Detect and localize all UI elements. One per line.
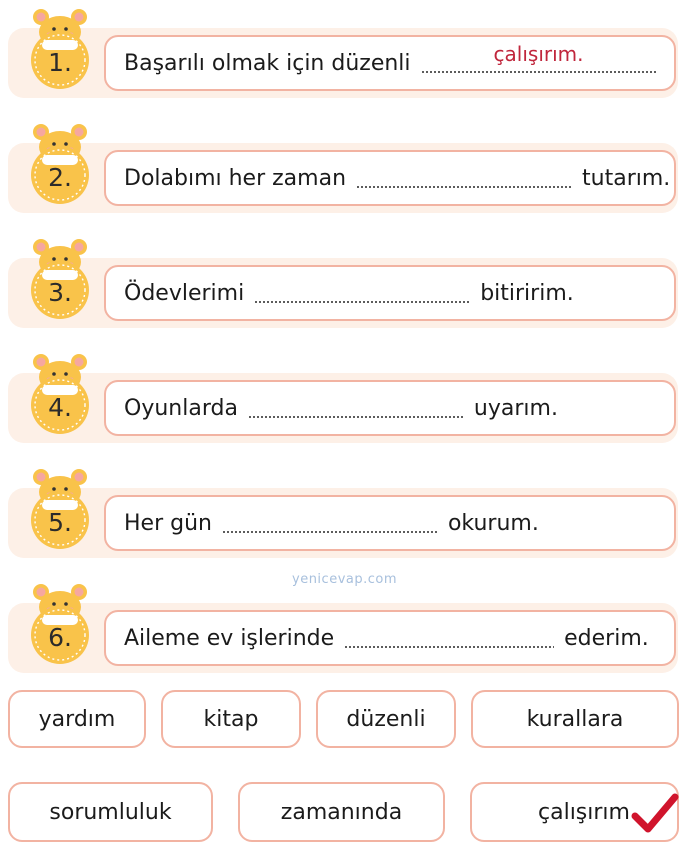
word-chip[interactable]: yardım xyxy=(8,690,146,748)
blank-field[interactable] xyxy=(254,278,470,308)
sentence-text-after: bitiririm. xyxy=(480,280,574,306)
sentence-text-before: Başarılı olmak için düzenli xyxy=(124,50,411,76)
blank-field[interactable] xyxy=(248,393,464,423)
blank-field[interactable] xyxy=(222,508,438,538)
word-chip[interactable]: sorumluluk xyxy=(8,782,213,842)
sentence-row-4 xyxy=(8,373,678,443)
sentence-row-5 xyxy=(8,488,678,558)
word-chip-used[interactable] xyxy=(470,782,679,842)
word-chip[interactable]: kitap xyxy=(161,690,301,748)
mouse-badge-icon xyxy=(28,8,92,90)
sentence-text-before: Dolabımı her zaman xyxy=(124,165,347,191)
mouse-badge-icon xyxy=(28,353,92,435)
sentence-box xyxy=(104,150,676,206)
sentence-text-before: Her gün xyxy=(124,510,212,536)
sentence-row-6 xyxy=(8,603,678,673)
sentence-box xyxy=(104,495,676,551)
sentence-row-3 xyxy=(8,258,678,328)
item-number: 3. xyxy=(48,278,72,307)
mouse-badge-icon xyxy=(28,583,92,665)
sentence-box xyxy=(104,380,676,436)
word-chip[interactable]: düzenli xyxy=(316,690,456,748)
sentence-text-after: ederim. xyxy=(564,625,649,651)
sentence-text-before: Aileme ev işlerinde xyxy=(124,625,335,651)
sentence-text-after: okurum. xyxy=(447,510,539,536)
sentence-text-after: tutarım. xyxy=(582,165,671,191)
sentence-box xyxy=(104,265,676,321)
word-chip-label: çalışırım xyxy=(538,799,630,825)
blank-field[interactable] xyxy=(421,42,657,78)
sentence-text-before: Ödevlerimi xyxy=(124,280,245,306)
item-number: 6. xyxy=(48,623,72,652)
sentence-text-before: Oyunlarda xyxy=(124,395,238,421)
word-chip[interactable]: zamanında xyxy=(238,782,445,842)
mouse-badge-icon xyxy=(28,468,92,550)
sentence-row-1 xyxy=(8,28,678,98)
sentence-box xyxy=(104,610,676,666)
mouse-badge-icon xyxy=(28,123,92,205)
item-number: 5. xyxy=(48,508,72,537)
item-number: 4. xyxy=(48,393,72,422)
sentence-text-after: uyarım. xyxy=(473,395,558,421)
sentence-row-2 xyxy=(8,143,678,213)
blank-field[interactable] xyxy=(356,163,572,193)
item-number: 1. xyxy=(48,48,72,77)
watermark: yenicevap.com xyxy=(292,572,397,587)
checkmark-icon xyxy=(631,792,679,836)
filled-answer: çalışırım. xyxy=(493,42,584,66)
item-number: 2. xyxy=(48,163,72,192)
sentence-box xyxy=(104,35,676,91)
blank-field[interactable] xyxy=(344,623,554,653)
word-chip[interactable]: kurallara xyxy=(471,690,679,748)
mouse-badge-icon xyxy=(28,238,92,320)
